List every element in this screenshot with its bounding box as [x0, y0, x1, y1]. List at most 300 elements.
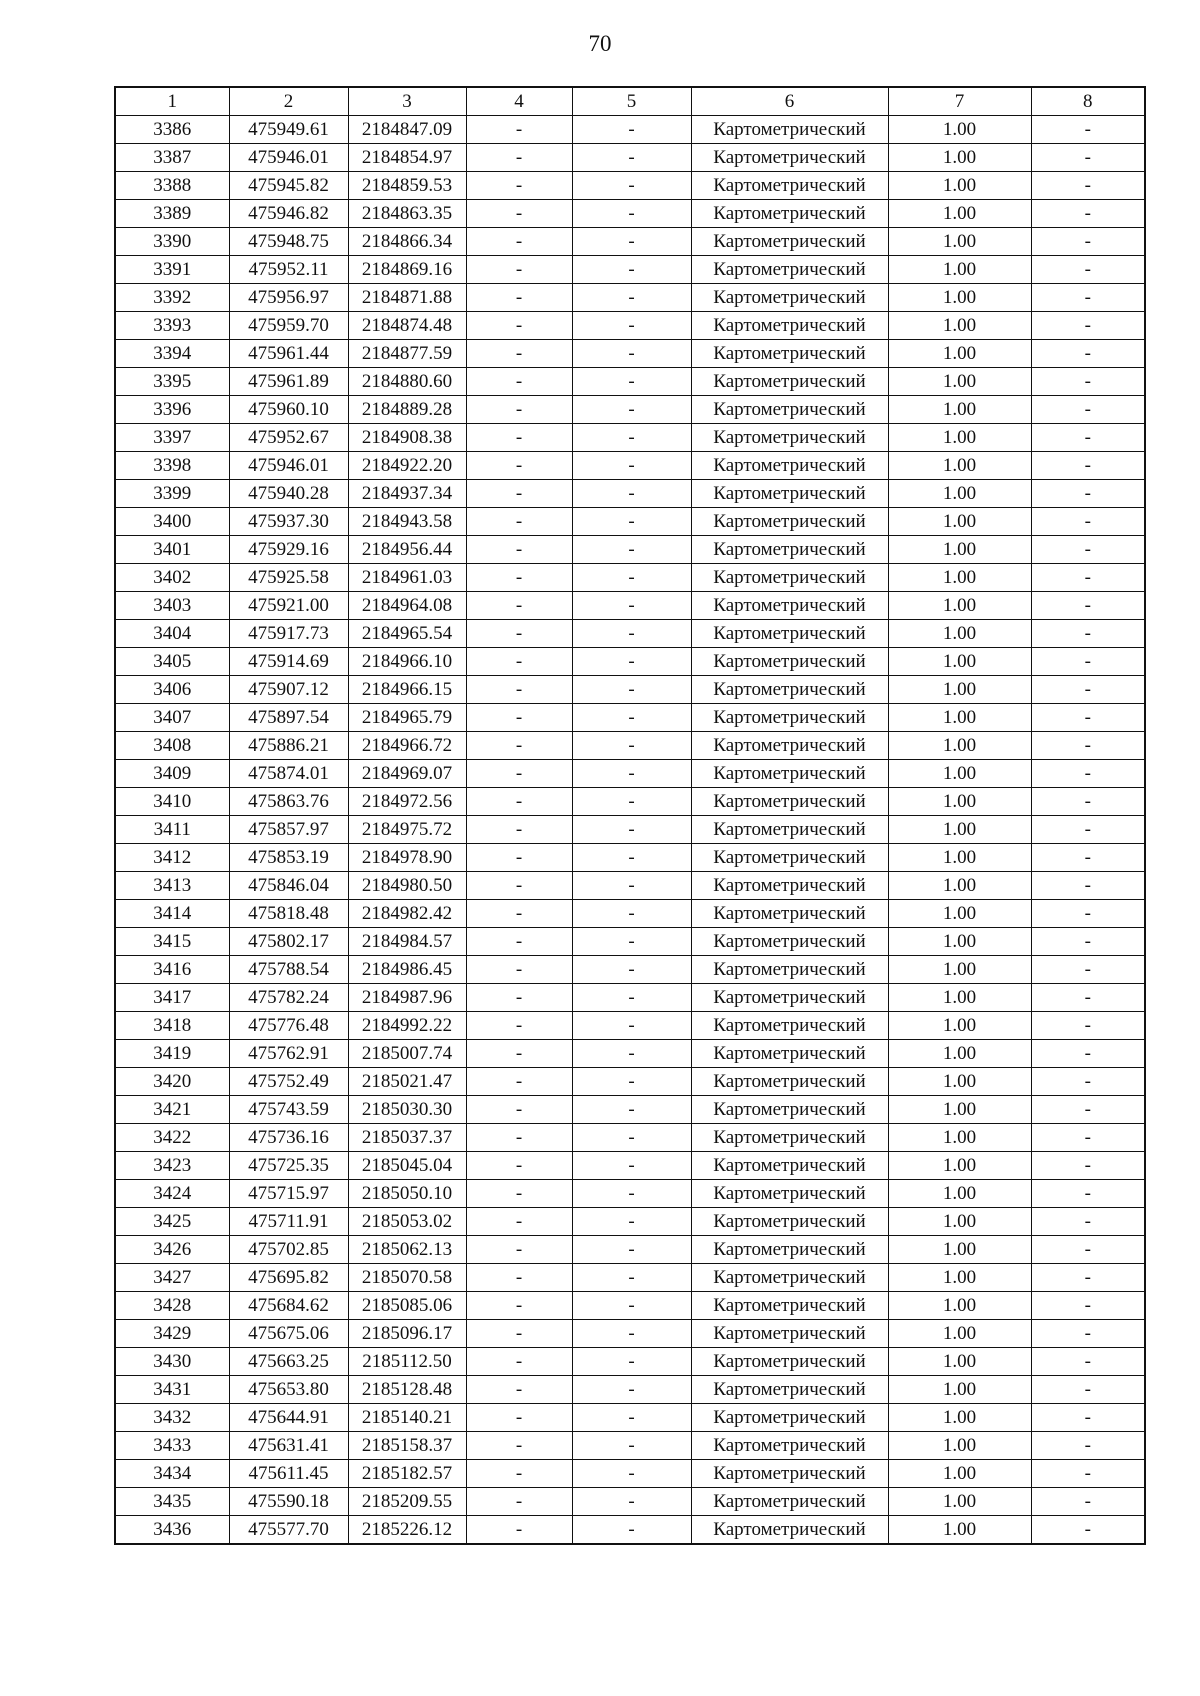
table-row [115, 592, 1145, 620]
cell-col-5: - [572, 452, 691, 480]
cell-method: Картометрический [691, 116, 888, 144]
cell-x-coordinate: 475653.80 [229, 1376, 348, 1404]
table-row [115, 1516, 1145, 1545]
cell-y-coordinate: 2184859.53 [348, 172, 466, 200]
cell-col-8: - [1031, 788, 1145, 816]
cell-col-4: - [466, 1404, 572, 1432]
cell-method: Картометрический [691, 256, 888, 284]
cell-point-number: 3427 [115, 1264, 229, 1292]
cell-method: Картометрический [691, 424, 888, 452]
cell-col-4: - [466, 1264, 572, 1292]
cell-col-8: - [1031, 508, 1145, 536]
cell-col-5: - [572, 1096, 691, 1124]
cell-y-coordinate: 2184869.16 [348, 256, 466, 284]
cell-col-8: - [1031, 1068, 1145, 1096]
cell-method: Картометрический [691, 844, 888, 872]
cell-method: Картометрический [691, 564, 888, 592]
cell-col-4: - [466, 676, 572, 704]
cell-y-coordinate: 2184877.59 [348, 340, 466, 368]
cell-col-5: - [572, 424, 691, 452]
cell-accuracy: 1.00 [888, 396, 1031, 424]
column-header-2: 2 [229, 87, 348, 116]
cell-method: Картометрический [691, 396, 888, 424]
cell-col-5: - [572, 564, 691, 592]
cell-y-coordinate: 2185096.17 [348, 1320, 466, 1348]
cell-accuracy: 1.00 [888, 704, 1031, 732]
cell-col-4: - [466, 312, 572, 340]
cell-col-5: - [572, 312, 691, 340]
table-row [115, 704, 1145, 732]
column-header-5: 5 [572, 87, 691, 116]
cell-accuracy: 1.00 [888, 1068, 1031, 1096]
cell-point-number: 3388 [115, 172, 229, 200]
cell-col-5: - [572, 172, 691, 200]
cell-col-4: - [466, 928, 572, 956]
cell-method: Картометрический [691, 1012, 888, 1040]
cell-y-coordinate: 2184956.44 [348, 536, 466, 564]
cell-accuracy: 1.00 [888, 424, 1031, 452]
cell-y-coordinate: 2185112.50 [348, 1348, 466, 1376]
cell-point-number: 3420 [115, 1068, 229, 1096]
cell-accuracy: 1.00 [888, 172, 1031, 200]
cell-accuracy: 1.00 [888, 1040, 1031, 1068]
cell-x-coordinate: 475925.58 [229, 564, 348, 592]
cell-accuracy: 1.00 [888, 1320, 1031, 1348]
cell-col-4: - [466, 788, 572, 816]
table-row [115, 396, 1145, 424]
cell-col-8: - [1031, 844, 1145, 872]
cell-point-number: 3397 [115, 424, 229, 452]
cell-col-8: - [1031, 1012, 1145, 1040]
cell-col-4: - [466, 732, 572, 760]
cell-col-8: - [1031, 368, 1145, 396]
cell-y-coordinate: 2185030.30 [348, 1096, 466, 1124]
cell-col-5: - [572, 592, 691, 620]
cell-point-number: 3409 [115, 760, 229, 788]
cell-x-coordinate: 475921.00 [229, 592, 348, 620]
cell-col-5: - [572, 144, 691, 172]
cell-col-4: - [466, 1040, 572, 1068]
cell-col-8: - [1031, 900, 1145, 928]
cell-col-4: - [466, 508, 572, 536]
table-row [115, 1264, 1145, 1292]
table-row [115, 872, 1145, 900]
table-row [115, 984, 1145, 1012]
cell-col-8: - [1031, 620, 1145, 648]
cell-method: Картометрический [691, 816, 888, 844]
cell-accuracy: 1.00 [888, 368, 1031, 396]
cell-method: Картометрический [691, 144, 888, 172]
cell-col-8: - [1031, 1124, 1145, 1152]
cell-col-4: - [466, 1348, 572, 1376]
cell-col-5: - [572, 1348, 691, 1376]
cell-accuracy: 1.00 [888, 312, 1031, 340]
cell-col-4: - [466, 592, 572, 620]
table-row [115, 1488, 1145, 1516]
cell-x-coordinate: 475952.67 [229, 424, 348, 452]
cell-accuracy: 1.00 [888, 564, 1031, 592]
cell-col-8: - [1031, 1488, 1145, 1516]
cell-col-4: - [466, 900, 572, 928]
table-row [115, 536, 1145, 564]
cell-y-coordinate: 2184871.88 [348, 284, 466, 312]
cell-col-4: - [466, 620, 572, 648]
cell-y-coordinate: 2184978.90 [348, 844, 466, 872]
cell-x-coordinate: 475960.10 [229, 396, 348, 424]
cell-point-number: 3404 [115, 620, 229, 648]
cell-point-number: 3433 [115, 1432, 229, 1460]
table-row [115, 564, 1145, 592]
cell-point-number: 3401 [115, 536, 229, 564]
cell-col-8: - [1031, 1460, 1145, 1488]
cell-accuracy: 1.00 [888, 508, 1031, 536]
cell-method: Картометрический [691, 956, 888, 984]
cell-method: Картометрический [691, 1096, 888, 1124]
table-row [115, 1180, 1145, 1208]
cell-col-5: - [572, 1264, 691, 1292]
cell-point-number: 3403 [115, 592, 229, 620]
table-row [115, 1404, 1145, 1432]
page-number: 70 [588, 31, 612, 56]
cell-col-4: - [466, 1096, 572, 1124]
cell-col-5: - [572, 396, 691, 424]
table-row [115, 1096, 1145, 1124]
cell-accuracy: 1.00 [888, 284, 1031, 312]
cell-method: Картометрический [691, 1348, 888, 1376]
cell-point-number: 3410 [115, 788, 229, 816]
cell-col-4: - [466, 396, 572, 424]
cell-col-8: - [1031, 452, 1145, 480]
cell-y-coordinate: 2185182.57 [348, 1460, 466, 1488]
cell-y-coordinate: 2185021.47 [348, 1068, 466, 1096]
cell-accuracy: 1.00 [888, 1460, 1031, 1488]
cell-col-4: - [466, 424, 572, 452]
cell-accuracy: 1.00 [888, 872, 1031, 900]
table-row [115, 788, 1145, 816]
cell-col-5: - [572, 1180, 691, 1208]
cell-accuracy: 1.00 [888, 592, 1031, 620]
cell-col-4: - [466, 1208, 572, 1236]
cell-col-5: - [572, 1376, 691, 1404]
cell-col-5: - [572, 816, 691, 844]
cell-x-coordinate: 475818.48 [229, 900, 348, 928]
cell-col-4: - [466, 1516, 572, 1545]
cell-col-5: - [572, 368, 691, 396]
cell-col-8: - [1031, 1292, 1145, 1320]
cell-x-coordinate: 475663.25 [229, 1348, 348, 1376]
cell-col-5: - [572, 1236, 691, 1264]
cell-x-coordinate: 475914.69 [229, 648, 348, 676]
cell-col-4: - [466, 760, 572, 788]
cell-accuracy: 1.00 [888, 1096, 1031, 1124]
table-row [115, 228, 1145, 256]
cell-point-number: 3411 [115, 816, 229, 844]
cell-point-number: 3426 [115, 1236, 229, 1264]
column-header-6: 6 [691, 87, 888, 116]
cell-col-4: - [466, 1488, 572, 1516]
cell-x-coordinate: 475940.28 [229, 480, 348, 508]
cell-col-8: - [1031, 200, 1145, 228]
cell-point-number: 3400 [115, 508, 229, 536]
cell-accuracy: 1.00 [888, 144, 1031, 172]
cell-accuracy: 1.00 [888, 928, 1031, 956]
cell-col-4: - [466, 116, 572, 144]
cell-col-8: - [1031, 1236, 1145, 1264]
cell-col-4: - [466, 228, 572, 256]
cell-col-5: - [572, 928, 691, 956]
table-row [115, 900, 1145, 928]
table-row [115, 676, 1145, 704]
cell-accuracy: 1.00 [888, 1264, 1031, 1292]
cell-accuracy: 1.00 [888, 900, 1031, 928]
column-header-1: 1 [115, 87, 229, 116]
cell-col-8: - [1031, 1320, 1145, 1348]
cell-method: Картометрический [691, 1264, 888, 1292]
cell-y-coordinate: 2184922.20 [348, 452, 466, 480]
cell-col-5: - [572, 508, 691, 536]
cell-accuracy: 1.00 [888, 760, 1031, 788]
cell-col-8: - [1031, 396, 1145, 424]
cell-point-number: 3399 [115, 480, 229, 508]
cell-col-4: - [466, 1012, 572, 1040]
cell-accuracy: 1.00 [888, 732, 1031, 760]
cell-y-coordinate: 2184964.08 [348, 592, 466, 620]
cell-x-coordinate: 475929.16 [229, 536, 348, 564]
cell-col-5: - [572, 788, 691, 816]
cell-method: Картометрический [691, 228, 888, 256]
cell-col-8: - [1031, 956, 1145, 984]
cell-y-coordinate: 2184874.48 [348, 312, 466, 340]
cell-x-coordinate: 475684.62 [229, 1292, 348, 1320]
cell-accuracy: 1.00 [888, 536, 1031, 564]
cell-accuracy: 1.00 [888, 1376, 1031, 1404]
cell-col-8: - [1031, 1152, 1145, 1180]
cell-method: Картометрический [691, 1488, 888, 1516]
cell-col-4: - [466, 844, 572, 872]
cell-method: Картометрический [691, 732, 888, 760]
cell-y-coordinate: 2185070.58 [348, 1264, 466, 1292]
cell-method: Картометрический [691, 1208, 888, 1236]
cell-col-4: - [466, 1236, 572, 1264]
cell-col-8: - [1031, 144, 1145, 172]
cell-col-4: - [466, 1460, 572, 1488]
cell-point-number: 3392 [115, 284, 229, 312]
cell-col-4: - [466, 1320, 572, 1348]
cell-col-4: - [466, 1180, 572, 1208]
cell-x-coordinate: 475961.44 [229, 340, 348, 368]
cell-col-8: - [1031, 648, 1145, 676]
cell-x-coordinate: 475752.49 [229, 1068, 348, 1096]
cell-col-5: - [572, 1404, 691, 1432]
cell-col-8: - [1031, 172, 1145, 200]
cell-point-number: 3412 [115, 844, 229, 872]
table-row [115, 284, 1145, 312]
cell-method: Картометрический [691, 984, 888, 1012]
cell-x-coordinate: 475961.89 [229, 368, 348, 396]
table-row [115, 1236, 1145, 1264]
cell-col-8: - [1031, 1376, 1145, 1404]
cell-x-coordinate: 475846.04 [229, 872, 348, 900]
cell-point-number: 3407 [115, 704, 229, 732]
table-row [115, 1376, 1145, 1404]
cell-x-coordinate: 475946.01 [229, 144, 348, 172]
cell-col-4: - [466, 340, 572, 368]
cell-col-8: - [1031, 928, 1145, 956]
cell-method: Картометрический [691, 928, 888, 956]
cell-col-5: - [572, 956, 691, 984]
cell-col-5: - [572, 676, 691, 704]
cell-col-4: - [466, 200, 572, 228]
table-row [115, 1124, 1145, 1152]
cell-y-coordinate: 2185128.48 [348, 1376, 466, 1404]
cell-col-5: - [572, 704, 691, 732]
cell-x-coordinate: 475743.59 [229, 1096, 348, 1124]
cell-y-coordinate: 2184961.03 [348, 564, 466, 592]
cell-col-4: - [466, 452, 572, 480]
cell-method: Картометрический [691, 1124, 888, 1152]
cell-accuracy: 1.00 [888, 256, 1031, 284]
cell-col-5: - [572, 116, 691, 144]
cell-y-coordinate: 2184980.50 [348, 872, 466, 900]
table-row [115, 172, 1145, 200]
cell-col-4: - [466, 256, 572, 284]
cell-col-5: - [572, 1012, 691, 1040]
cell-accuracy: 1.00 [888, 620, 1031, 648]
cell-method: Картометрический [691, 900, 888, 928]
cell-col-8: - [1031, 424, 1145, 452]
cell-method: Картометрический [691, 284, 888, 312]
cell-y-coordinate: 2184966.10 [348, 648, 466, 676]
table-row [115, 144, 1145, 172]
cell-x-coordinate: 475675.06 [229, 1320, 348, 1348]
cell-y-coordinate: 2184984.57 [348, 928, 466, 956]
cell-col-8: - [1031, 228, 1145, 256]
cell-x-coordinate: 475644.91 [229, 1404, 348, 1432]
cell-y-coordinate: 2184908.38 [348, 424, 466, 452]
cell-method: Картометрический [691, 1432, 888, 1460]
cell-point-number: 3428 [115, 1292, 229, 1320]
cell-point-number: 3391 [115, 256, 229, 284]
cell-point-number: 3418 [115, 1012, 229, 1040]
cell-y-coordinate: 2184987.96 [348, 984, 466, 1012]
cell-point-number: 3413 [115, 872, 229, 900]
cell-method: Картометрический [691, 1180, 888, 1208]
table-row [115, 200, 1145, 228]
cell-col-4: - [466, 956, 572, 984]
cell-point-number: 3424 [115, 1180, 229, 1208]
cell-col-8: - [1031, 312, 1145, 340]
cell-method: Картометрический [691, 1320, 888, 1348]
cell-x-coordinate: 475611.45 [229, 1460, 348, 1488]
cell-x-coordinate: 475711.91 [229, 1208, 348, 1236]
cell-col-4: - [466, 1376, 572, 1404]
cell-method: Картометрический [691, 368, 888, 396]
cell-col-4: - [466, 144, 572, 172]
cell-x-coordinate: 475907.12 [229, 676, 348, 704]
cell-col-8: - [1031, 676, 1145, 704]
cell-col-5: - [572, 200, 691, 228]
cell-x-coordinate: 475949.61 [229, 116, 348, 144]
cell-point-number: 3436 [115, 1516, 229, 1545]
cell-y-coordinate: 2184880.60 [348, 368, 466, 396]
cell-col-5: - [572, 284, 691, 312]
cell-method: Картометрический [691, 200, 888, 228]
cell-y-coordinate: 2184847.09 [348, 116, 466, 144]
table-row [115, 452, 1145, 480]
cell-method: Картометрический [691, 1376, 888, 1404]
cell-accuracy: 1.00 [888, 956, 1031, 984]
cell-point-number: 3417 [115, 984, 229, 1012]
cell-point-number: 3421 [115, 1096, 229, 1124]
cell-point-number: 3419 [115, 1040, 229, 1068]
cell-accuracy: 1.00 [888, 200, 1031, 228]
table-row [115, 1040, 1145, 1068]
table-row [115, 116, 1145, 144]
cell-accuracy: 1.00 [888, 984, 1031, 1012]
cell-x-coordinate: 475874.01 [229, 760, 348, 788]
cell-col-4: - [466, 984, 572, 1012]
cell-point-number: 3435 [115, 1488, 229, 1516]
cell-col-5: - [572, 620, 691, 648]
table-row [115, 424, 1145, 452]
cell-x-coordinate: 475736.16 [229, 1124, 348, 1152]
cell-y-coordinate: 2184863.35 [348, 200, 466, 228]
cell-point-number: 3415 [115, 928, 229, 956]
cell-accuracy: 1.00 [888, 844, 1031, 872]
cell-point-number: 3402 [115, 564, 229, 592]
cell-col-8: - [1031, 984, 1145, 1012]
cell-x-coordinate: 475857.97 [229, 816, 348, 844]
column-header-8: 8 [1031, 87, 1145, 116]
cell-col-8: - [1031, 592, 1145, 620]
cell-method: Картометрический [691, 788, 888, 816]
cell-accuracy: 1.00 [888, 1152, 1031, 1180]
cell-col-8: - [1031, 284, 1145, 312]
cell-y-coordinate: 2185053.02 [348, 1208, 466, 1236]
cell-col-5: - [572, 228, 691, 256]
cell-col-5: - [572, 900, 691, 928]
table-row [115, 844, 1145, 872]
table-row [115, 256, 1145, 284]
table-body [115, 116, 1145, 1545]
table-row [115, 732, 1145, 760]
cell-accuracy: 1.00 [888, 1404, 1031, 1432]
cell-col-5: - [572, 340, 691, 368]
cell-col-8: - [1031, 1180, 1145, 1208]
cell-col-5: - [572, 1124, 691, 1152]
cell-x-coordinate: 475782.24 [229, 984, 348, 1012]
cell-x-coordinate: 475590.18 [229, 1488, 348, 1516]
cell-method: Картометрический [691, 508, 888, 536]
cell-col-5: - [572, 1320, 691, 1348]
table-row [115, 340, 1145, 368]
table-row [115, 928, 1145, 956]
cell-col-8: - [1031, 704, 1145, 732]
cell-col-5: - [572, 1152, 691, 1180]
cell-accuracy: 1.00 [888, 116, 1031, 144]
cell-accuracy: 1.00 [888, 1124, 1031, 1152]
cell-accuracy: 1.00 [888, 1292, 1031, 1320]
cell-y-coordinate: 2185085.06 [348, 1292, 466, 1320]
cell-method: Картометрический [691, 1292, 888, 1320]
cell-col-8: - [1031, 1516, 1145, 1545]
cell-x-coordinate: 475863.76 [229, 788, 348, 816]
cell-y-coordinate: 2184966.15 [348, 676, 466, 704]
cell-point-number: 3406 [115, 676, 229, 704]
cell-y-coordinate: 2185050.10 [348, 1180, 466, 1208]
table-row [115, 1208, 1145, 1236]
cell-col-8: - [1031, 732, 1145, 760]
